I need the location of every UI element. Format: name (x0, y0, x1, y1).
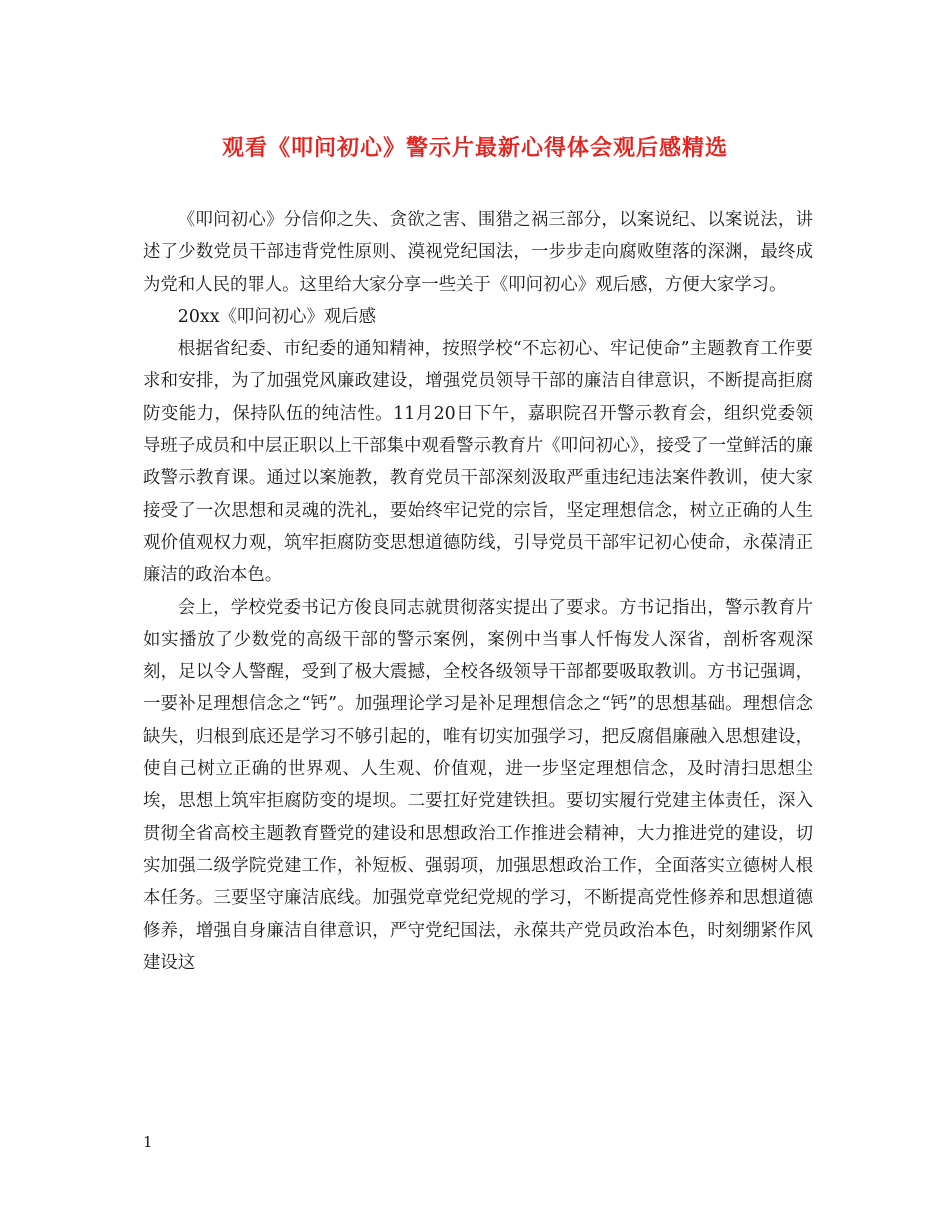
body-paragraph: 会上，学校党委书记方俊良同志就贯彻落实提出了要求。方书记指出，警示教育片如实播放了少数党的高级干部的警示案例，案例中当事人忏悔发人深省，剖析客观深刻，足以令人警醒，受到了极大震撼，全校各级领导干部都要吸取教训。方书记强调，一要补足理想信念之“钙”。加强理论学习是补足理想信念之“钙”的思想基础。理想信念缺失，归根到底还是学习不够引起的，唯有切实加强学习，把反腐倡廉融入思想建设，使自己树立正确的世界观、人生观、价值观，进一步坚定理想信念，及时清扫思想尘埃，思想上筑牢拒腐防变的堤坝。二要扛好党建铁担。要切实履行党建主体责任，深入贯彻全省高校主题教育暨党的建设和思想政治工作推进会精神，大力推进党的建设，切实加强二级学院党建工作，补短板、强弱项，加强思想政治工作，全面落实立德树人根本任务。三要坚守廉洁底线。加强党章党纪党规的学习，不断提高党性修养和思想道德修养，增强自身廉洁自律意识，严守党纪国法，永葆共产党员政治本色，时刻绷紧作风建设这 (143, 597, 813, 973)
section-heading: 20xx《叩问初心》观后感 (177, 306, 377, 327)
body-paragraph: 根据省纪委、市纪委的通知精神，按照学校“不忘初心、牢记使命”主题教育工作要求和安排，为了加强党风廉政建设，增强党员领导干部的廉洁自律意识，不断提高拒腐防变能力，保持队伍的纯洁性。11月20日下午，嘉职院召开警示教育会，组织党委领导班子成员和中层正职以上干部集中观看警示教育片《叩问初心》，接受了一堂鲜活的廉政警示教育课。通过以案施教，教育党员干部深刻汲取严重违纪违法案件教训，使大家接受了一次思想和灵魂的洗礼，要始终牢记党的宗旨，坚定理想信念，树立正确的人生观价值观权力观，筑牢拒腐防变思想道德防线，引导党员干部牢记初心使命，永葆清正廉洁的政治本色。 (143, 339, 813, 586)
document-title: 观看《叩问初心》警示片最新心得体会观后感精选 (221, 135, 728, 161)
page-number: 1 (143, 1133, 153, 1151)
document-body (143, 204, 813, 979)
intro-paragraph: 《叩问初心》分信仰之失、贪欲之害、围猎之祸三部分，以案说纪、以案说法，讲述了少数党员干部违背党性原则、漠视党纪国法，一步步走向腐败堕落的深渊，最终成为党和人民的罪人。这里给大家分享一些关于《叩问初心》观后感，方便大家学习。 (143, 210, 813, 295)
